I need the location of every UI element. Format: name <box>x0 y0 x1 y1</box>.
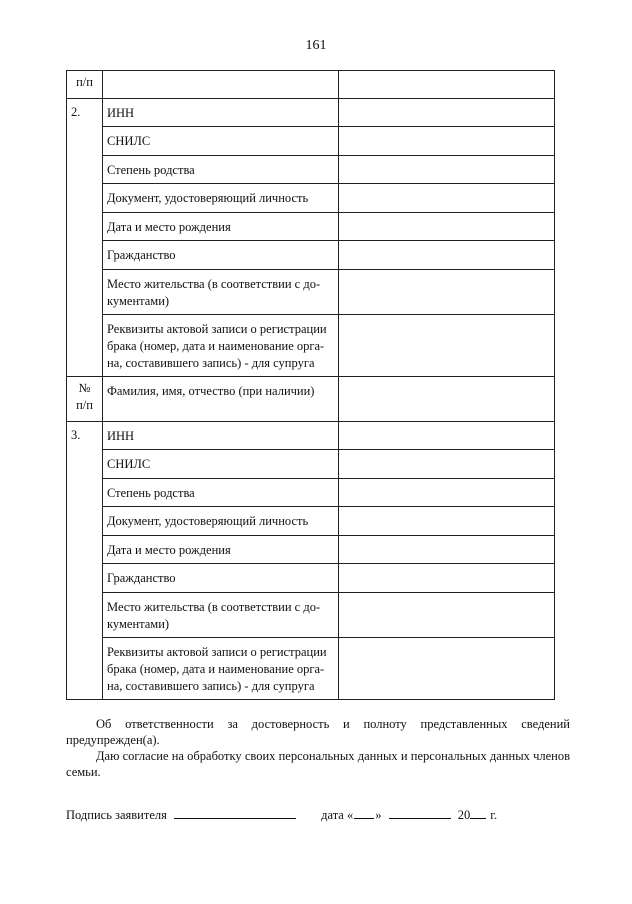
table-row <box>67 536 555 564</box>
signature-label: Подпись заявителя <box>66 808 167 822</box>
field-label-marriage-record: Реквизиты актовой записи о регистрации брака (номер, дата и наименование орга- на, составившего запись) - для супруга <box>103 315 339 377</box>
table-row <box>67 99 555 127</box>
value-cell[interactable] <box>339 241 555 270</box>
table-row <box>67 156 555 184</box>
table-row <box>67 450 555 479</box>
table-row <box>67 479 555 507</box>
label-cell <box>103 71 339 99</box>
field-label-full-name: Фамилия, имя, отчество (при наличии) <box>103 377 339 422</box>
value-cell[interactable] <box>339 638 555 700</box>
table-row <box>67 127 555 156</box>
table-row <box>67 71 555 99</box>
field-label-residence: Место жительства (в соответствии с до- кументами) <box>103 593 339 638</box>
signature-line <box>66 806 570 823</box>
table-row <box>67 184 555 213</box>
value-cell[interactable] <box>339 564 555 593</box>
row-number-2: 2. <box>67 99 103 377</box>
table-row <box>67 270 555 315</box>
field-label-kinship: Степень родства <box>103 156 339 184</box>
field-label-citizenship: Гражданство <box>103 564 339 593</box>
field-label-birth: Дата и место рождения <box>103 213 339 241</box>
date-month-field[interactable] <box>389 806 451 819</box>
value-cell[interactable] <box>339 593 555 638</box>
table-row <box>67 377 555 422</box>
table-row <box>67 638 555 700</box>
family-members-table <box>66 70 555 700</box>
field-label-id-document: Документ, удостоверяющий личность <box>103 507 339 536</box>
field-label-marriage-record: Реквизиты актовой записи о регистрации брака (номер, дата и наименование орга- на, составившего запись) - для супруга <box>103 638 339 700</box>
value-cell[interactable] <box>339 536 555 564</box>
responsibility-notice: Об ответственности за достоверность и полноту представленных сведений предупрежден(а). <box>66 717 570 747</box>
consent-notice: Даю согласие на обработку своих персональных данных и персональных данных членов семьи. <box>66 749 570 779</box>
year-suffix: г. <box>490 808 498 822</box>
number-header-cell: п/п <box>67 71 103 99</box>
row-number-3: 3. <box>67 422 103 700</box>
value-cell[interactable] <box>339 377 555 422</box>
table-row <box>67 213 555 241</box>
table-row <box>67 241 555 270</box>
value-cell[interactable] <box>339 450 555 479</box>
value-cell[interactable] <box>339 127 555 156</box>
field-label-id-document: Документ, удостоверяющий личность <box>103 184 339 213</box>
field-label-kinship: Степень родства <box>103 479 339 507</box>
table-row <box>67 564 555 593</box>
value-cell[interactable] <box>339 156 555 184</box>
year-prefix: 20 <box>457 808 471 822</box>
value-cell[interactable] <box>339 315 555 377</box>
signature-field[interactable] <box>174 806 296 819</box>
table-row <box>67 507 555 536</box>
value-cell[interactable] <box>339 270 555 315</box>
field-label-citizenship: Гражданство <box>103 241 339 270</box>
field-label-residence: Место жительства (в соответствии с до- кументами) <box>103 270 339 315</box>
table-row <box>67 422 555 450</box>
value-cell[interactable] <box>339 422 555 450</box>
field-label-inn: ИНН <box>103 422 339 450</box>
value-cell[interactable] <box>339 507 555 536</box>
field-label-birth: Дата и место рождения <box>103 536 339 564</box>
date-label: дата « <box>321 808 354 822</box>
date-year-field[interactable] <box>470 806 486 819</box>
field-label-inn: ИНН <box>103 99 339 127</box>
table-row <box>67 315 555 377</box>
value-cell[interactable] <box>339 99 555 127</box>
page-number: 161 <box>305 38 327 53</box>
declarations <box>66 716 570 780</box>
value-cell[interactable] <box>339 71 555 99</box>
value-cell[interactable] <box>339 213 555 241</box>
field-label-snils: СНИЛС <box>103 127 339 156</box>
value-cell[interactable] <box>339 479 555 507</box>
date-day-field[interactable] <box>354 806 374 819</box>
field-label-snils: СНИЛС <box>103 450 339 479</box>
table-row <box>67 593 555 638</box>
value-cell[interactable] <box>339 184 555 213</box>
number-header-cell: № п/п <box>67 377 103 422</box>
date-close-quote: » <box>375 808 382 822</box>
